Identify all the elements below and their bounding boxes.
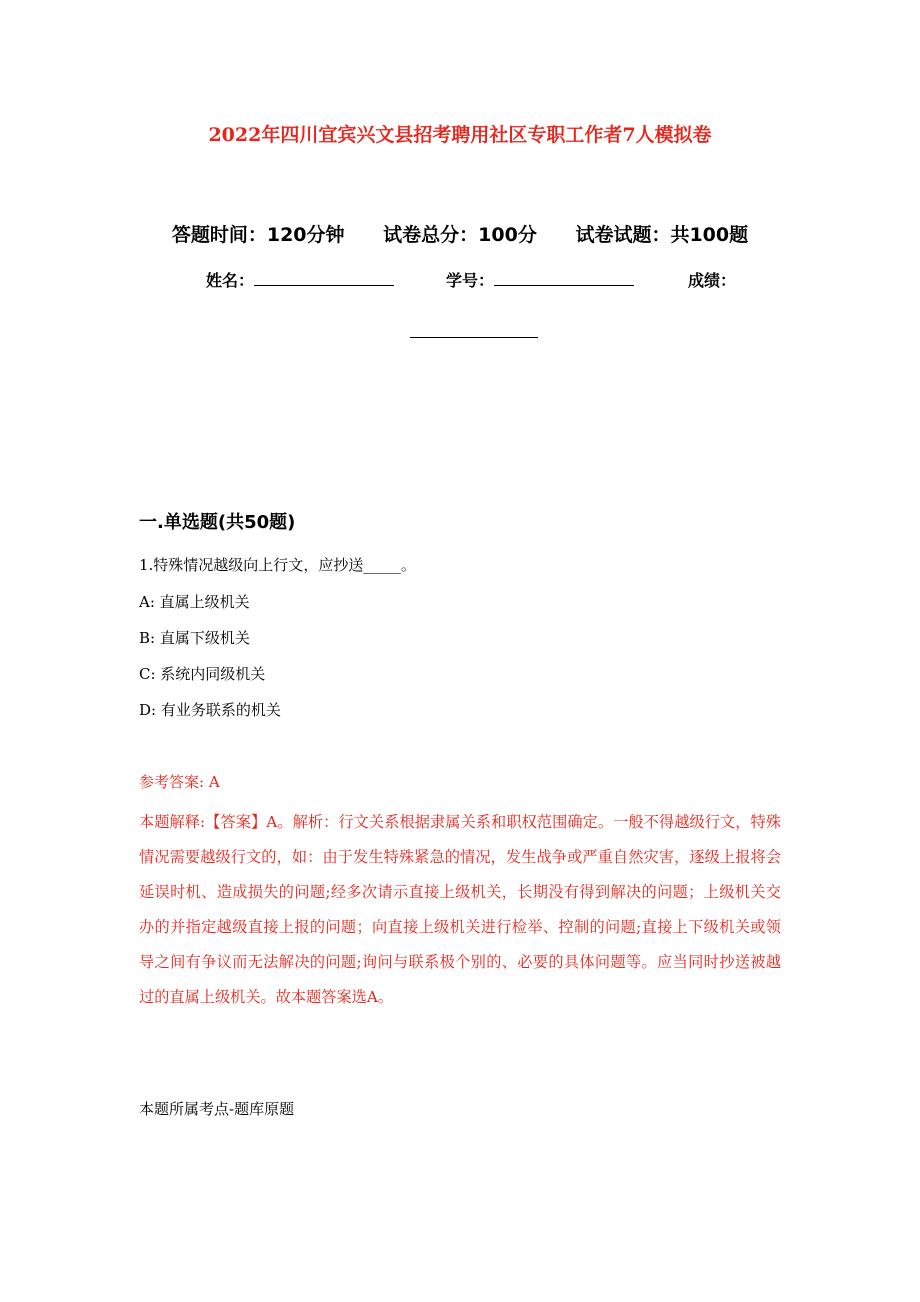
student-id-label: 学号： <box>446 271 495 290</box>
document-title: 2022年四川宜宾兴文县招考聘用社区专职工作者7人模拟卷 <box>208 124 712 146</box>
name-field <box>206 268 394 291</box>
score-field <box>688 268 736 291</box>
option-d: D: 有业务联系的机关 <box>139 701 281 719</box>
score-label: 成绩： <box>688 271 737 290</box>
section-heading: 一.单选题(共50题) <box>139 512 296 533</box>
name-blank <box>254 269 394 286</box>
reference-answer: 参考答案: A <box>139 773 220 791</box>
exam-total-score: 试卷总分：100分 <box>383 224 537 246</box>
exam-info <box>0 220 920 247</box>
exam-time: 答题时间：120分钟 <box>171 224 345 246</box>
student-id-field <box>446 268 634 291</box>
option-c: C: 系统内同级机关 <box>139 665 266 683</box>
option-b: B: 直属下级机关 <box>139 629 250 647</box>
name-label: 姓名： <box>206 271 255 290</box>
question-stem: 1.特殊情况越级向上行文，应抄送_____。 <box>139 556 416 574</box>
topic-tag: 本题所属考点-题库原题 <box>139 1100 295 1118</box>
student-id-blank <box>494 269 634 286</box>
score-blank <box>410 337 538 338</box>
option-a: A: 直属上级机关 <box>139 593 250 611</box>
exam-question-count: 试卷试题：共100题 <box>575 224 749 246</box>
answer-explanation: 本题解释:【答案】A。解析：行文关系根据隶属关系和职权范围确定。一般不得越级行文，特殊情况需要越级行文的，如：由于发生特殊紧急的情况，发生战争或严重自然灾害，逐级上报将会延误时机、造成损失的问题;经多次请示直接上级机关，长期没有得到解决的问题；上级机关交办的并指定越级直接上报的问题；向直接上级机关进行检举、控制的问题;直接上下级机关或领导之间有争议而无法解决的问题;询问与联系极个别的、必要的具体问题等。应当同时抄送被越过的直属上级机关。故本题答案选A。 <box>139 813 781 1006</box>
